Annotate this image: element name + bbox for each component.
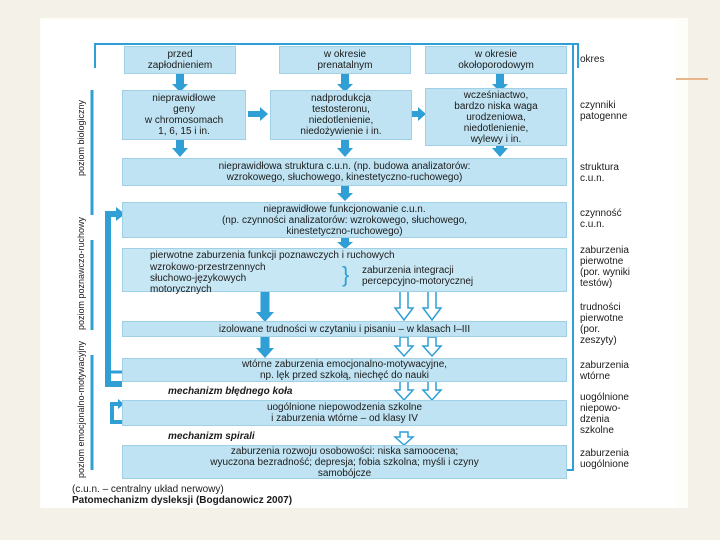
box-cns-function: nieprawidłowe funkcjonowanie c.u.n. (np. czynności analizatorów: wzrokowego, słuchowego, kinestetyczno-ruchowego): [122, 202, 567, 238]
label-vicious-circle: mechanizm błędnego koła: [168, 386, 293, 397]
box-personality-disorders: zaburzenia rozwoju osobowości: niska samoocena; wyuczona bezradność; depresja; fobia szkolna; myśli i czyny samobójcze: [122, 445, 567, 479]
label-biological-level: poziom biologiczny: [76, 99, 86, 176]
box-secondary-disorders: wtórne zaburzenia emocjonalno-motywacyjne, np. lęk przed szkołą, niechęć do nauki: [122, 358, 567, 382]
right-label-generalized-failures: uogólnione niepowo- dzenia szkolne: [580, 392, 629, 436]
box-before-conception: przed zapłodnieniem: [124, 46, 236, 74]
box-generalized-failures: uogólnione niepowodzenia szkolne i zaburzenia wtórne – od klasy IV: [122, 400, 567, 426]
primary-disorders-list: wzrokowo-przestrzennych słuchowo-językowych motorycznych: [150, 262, 266, 295]
box-isolated-difficulties: izolowane trudności w czytaniu i pisaniu – w klasach I–III: [122, 321, 567, 337]
primary-integration: zaburzenia integracji percepcyjno-motorycznej: [362, 265, 474, 287]
right-label-cns-structure: struktura c.u.n.: [580, 162, 619, 184]
right-label-primary-disorders: zaburzenia pierwotne (por. wyniki testów): [580, 245, 631, 289]
right-label-cns-function: czynność c.u.n.: [580, 208, 622, 230]
box-prenatal: w okresie prenatalnym: [279, 46, 411, 74]
right-bracket: [566, 44, 573, 470]
box-testosterone: nadprodukcja testosteronu, niedotlenienie, niedożywienie i in.: [270, 90, 412, 140]
right-label-secondary-disorders: zaburzenia wtórne: [580, 360, 629, 382]
right-label-generalized-disorders: zaburzenia uogólnione: [580, 448, 629, 470]
footnote-cns: (c.u.n. – centralny układ nerwowy): [72, 484, 224, 495]
figure-source: Patomechanizm dysleksji (Bogdanowicz 2007): [72, 495, 293, 506]
box-abnormal-genes: nieprawidłowe geny w chromosomach 1, 6, 15 i in.: [122, 90, 246, 140]
right-label-pathogenic-factors: czynniki patogenne: [580, 100, 628, 122]
label-emotional-motivational-level: poziom emocjonalno-motywacyjny: [76, 340, 86, 478]
primary-disorders-title: pierwotne zaburzenia funkcji poznawczych i ruchowych: [150, 250, 395, 261]
box-prematurity: wcześniactwo, bardzo niska waga urodzeniowa, niedotlenienie, wylewy i in.: [425, 88, 567, 146]
label-spiral: mechanizm spirali: [168, 431, 255, 442]
vicious-circle-loop: [108, 214, 122, 384]
right-label-primary-difficulties: trudności pierwotne (por. zeszyty): [580, 302, 624, 346]
box-perinatal: w okresie okołoporodowym: [425, 46, 567, 74]
right-label-period: okres: [580, 54, 605, 65]
primary-brace: }: [342, 262, 350, 287]
box-cns-structure: nieprawidłowa struktura c.u.n. (np. budowa analizatorów: wzrokowego, słuchowego, kinestetyczno-ruchowego): [122, 158, 567, 186]
label-cognitive-motor-level: poziom poznawczo-ruchowy: [76, 216, 86, 330]
